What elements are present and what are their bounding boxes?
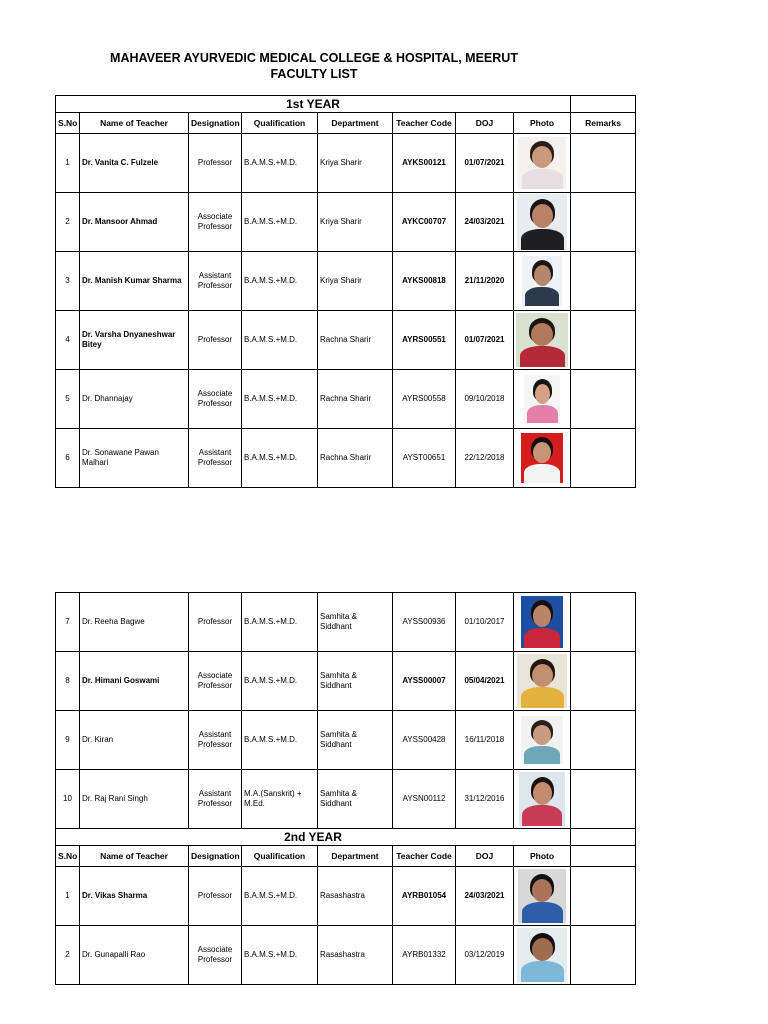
cell-name: Dr. Raj Rani Singh bbox=[80, 770, 189, 829]
col-photo: Photo bbox=[514, 846, 571, 867]
cell-qualification: B.A.M.S.+M.D. bbox=[242, 652, 318, 711]
header-row bbox=[56, 846, 636, 867]
table-row bbox=[56, 134, 636, 193]
cell-designation: Professor bbox=[189, 311, 242, 370]
col-name: Name of Teacher bbox=[80, 113, 189, 134]
cell-name: Dr. Kiran bbox=[80, 711, 189, 770]
cell-department: Rachna Sharir bbox=[318, 429, 393, 488]
cell-teacher-code: AYSS00007 bbox=[393, 652, 456, 711]
table-row bbox=[56, 311, 636, 370]
photo-body-shape bbox=[525, 287, 559, 306]
cell-remarks bbox=[571, 867, 636, 926]
teacher-photo bbox=[518, 137, 566, 189]
teacher-photo bbox=[517, 194, 567, 250]
photo-body-shape bbox=[521, 687, 564, 708]
cell-designation: Assistant Professor bbox=[189, 711, 242, 770]
photo-head-shape bbox=[532, 204, 553, 228]
cell-name: Dr. Sonawane Pawan Malhari bbox=[80, 429, 189, 488]
photo-head-shape bbox=[534, 265, 551, 286]
cell-sno: 2 bbox=[56, 193, 80, 252]
cell-qualification: B.A.M.S.+M.D. bbox=[242, 193, 318, 252]
cell-qualification: B.A.M.S.+M.D. bbox=[242, 867, 318, 926]
blank-cell bbox=[571, 829, 636, 846]
cell-name: Dr. Vanita C. Fulzele bbox=[80, 134, 189, 193]
cell-remarks bbox=[571, 770, 636, 829]
cell-qualification: B.A.M.S.+M.D. bbox=[242, 926, 318, 985]
cell-name: Dr. Gunapalli Rao bbox=[80, 926, 189, 985]
photo-head-shape bbox=[535, 384, 550, 404]
cell-teacher-code: AYST00651 bbox=[393, 429, 456, 488]
cell-sno: 7 bbox=[56, 593, 80, 652]
cell-photo bbox=[514, 193, 571, 252]
cell-teacher-code: AYKS00121 bbox=[393, 134, 456, 193]
teacher-photo bbox=[518, 869, 566, 923]
cell-sno: 9 bbox=[56, 711, 80, 770]
cell-sno: 2 bbox=[56, 926, 80, 985]
cell-sno: 1 bbox=[56, 134, 80, 193]
photo-head-shape bbox=[533, 782, 552, 805]
cell-remarks bbox=[571, 429, 636, 488]
cell-doj: 31/12/2016 bbox=[456, 770, 514, 829]
cell-department: Kriya Sharir bbox=[318, 134, 393, 193]
photo-head-shape bbox=[531, 323, 553, 346]
faculty-table-year1-continued bbox=[55, 592, 636, 985]
photo-head-shape bbox=[532, 938, 553, 961]
photo-body-shape bbox=[520, 346, 565, 367]
cell-remarks bbox=[571, 652, 636, 711]
cell-teacher-code: AYRB01054 bbox=[393, 867, 456, 926]
table-row bbox=[56, 652, 636, 711]
cell-name: Dr. Manish Kumar Sharma bbox=[80, 252, 189, 311]
table-row bbox=[56, 593, 636, 652]
cell-remarks bbox=[571, 711, 636, 770]
teacher-photo bbox=[521, 716, 563, 764]
photo-head-shape bbox=[533, 605, 551, 627]
blank-cell bbox=[571, 96, 636, 113]
teacher-photo bbox=[519, 772, 565, 826]
cell-qualification: B.A.M.S.+M.D. bbox=[242, 593, 318, 652]
cell-remarks bbox=[571, 193, 636, 252]
cell-photo bbox=[514, 311, 571, 370]
cell-teacher-code: AYKS00818 bbox=[393, 252, 456, 311]
cell-designation: Associate Professor bbox=[189, 370, 242, 429]
cell-name: Dr. Vikas Sharma bbox=[80, 867, 189, 926]
cell-doj: 22/12/2018 bbox=[456, 429, 514, 488]
table-row bbox=[56, 429, 636, 488]
cell-sno: 5 bbox=[56, 370, 80, 429]
cell-name: Dr. Reeha Bagwe bbox=[80, 593, 189, 652]
table-row bbox=[56, 370, 636, 429]
photo-body-shape bbox=[522, 902, 563, 923]
col-remarks: Remarks bbox=[571, 113, 636, 134]
table-row bbox=[56, 193, 636, 252]
cell-teacher-code: AYRS00551 bbox=[393, 311, 456, 370]
cell-qualification: B.A.M.S.+M.D. bbox=[242, 311, 318, 370]
table-row bbox=[56, 867, 636, 926]
cell-qualification: B.A.M.S.+M.D. bbox=[242, 711, 318, 770]
cell-sno: 8 bbox=[56, 652, 80, 711]
cell-photo bbox=[514, 867, 571, 926]
cell-designation: Professor bbox=[189, 593, 242, 652]
cell-remarks bbox=[571, 252, 636, 311]
cell-teacher-code: AYRS00558 bbox=[393, 370, 456, 429]
cell-qualification: B.A.M.S.+M.D. bbox=[242, 134, 318, 193]
col-teacher-code: Teacher Code bbox=[393, 113, 456, 134]
col-sno: S.No bbox=[56, 113, 80, 134]
cell-designation: Assistant Professor bbox=[189, 770, 242, 829]
year-label: 2nd YEAR bbox=[56, 829, 571, 846]
table-row bbox=[56, 252, 636, 311]
cell-designation: Professor bbox=[189, 867, 242, 926]
cell-remarks bbox=[571, 593, 636, 652]
college-title: MAHAVEER AYURVEDIC MEDICAL COLLEGE & HOSPITAL, MEERUT bbox=[110, 51, 518, 65]
cell-department: Samhita & Siddhant bbox=[318, 593, 393, 652]
col-doj: DOJ bbox=[456, 113, 514, 134]
cell-doj: 16/11/2018 bbox=[456, 711, 514, 770]
teacher-photo bbox=[524, 375, 560, 423]
cell-remarks bbox=[571, 926, 636, 985]
col-department: Department bbox=[318, 113, 393, 134]
photo-head-shape bbox=[533, 442, 551, 463]
header-row bbox=[56, 113, 636, 134]
cell-department: Rasashastra bbox=[318, 867, 393, 926]
cell-teacher-code: AYSN00112 bbox=[393, 770, 456, 829]
cell-qualification: B.A.M.S.+M.D. bbox=[242, 370, 318, 429]
photo-body-shape bbox=[524, 464, 560, 483]
cell-teacher-code: AYRB01332 bbox=[393, 926, 456, 985]
cell-photo bbox=[514, 652, 571, 711]
col-name: Name of Teacher bbox=[80, 846, 189, 867]
cell-sno: 6 bbox=[56, 429, 80, 488]
cell-remarks bbox=[571, 134, 636, 193]
table-row bbox=[56, 770, 636, 829]
cell-department: Samhita & Siddhant bbox=[318, 652, 393, 711]
col-qualification: Qualification bbox=[242, 113, 318, 134]
cell-doj: 24/03/2021 bbox=[456, 867, 514, 926]
cell-remarks bbox=[571, 370, 636, 429]
photo-head-shape bbox=[532, 879, 552, 902]
col-department: Department bbox=[318, 846, 393, 867]
photo-body-shape bbox=[524, 746, 560, 764]
cell-photo bbox=[514, 593, 571, 652]
cell-doj: 05/04/2021 bbox=[456, 652, 514, 711]
col-qualification: Qualification bbox=[242, 846, 318, 867]
cell-name: Dr. Varsha Dnyaneshwar Bitey bbox=[80, 311, 189, 370]
photo-body-shape bbox=[522, 169, 563, 189]
photo-body-shape bbox=[527, 405, 558, 423]
cell-designation: Associate Professor bbox=[189, 193, 242, 252]
cell-designation: Professor bbox=[189, 134, 242, 193]
cell-qualification: B.A.M.S.+M.D. bbox=[242, 429, 318, 488]
cell-teacher-code: AYKC00707 bbox=[393, 193, 456, 252]
cell-designation: Associate Professor bbox=[189, 926, 242, 985]
photo-body-shape bbox=[522, 805, 562, 826]
teacher-photo bbox=[517, 928, 567, 982]
cell-sno: 10 bbox=[56, 770, 80, 829]
faculty-list-title: FACULTY LIST bbox=[270, 67, 358, 81]
cell-department: Samhita & Siddhant bbox=[318, 770, 393, 829]
cell-department: Rasashastra bbox=[318, 926, 393, 985]
col-sno: S.No bbox=[56, 846, 80, 867]
cell-photo bbox=[514, 429, 571, 488]
photo-body-shape bbox=[521, 229, 564, 250]
cell-designation: Assistant Professor bbox=[189, 429, 242, 488]
cell-doj: 01/10/2017 bbox=[456, 593, 514, 652]
photo-head-shape bbox=[532, 664, 553, 687]
cell-department: Rachna Sharir bbox=[318, 311, 393, 370]
cell-qualification: M.A.(Sanskrit) + M.Ed. bbox=[242, 770, 318, 829]
photo-body-shape bbox=[521, 961, 564, 982]
cell-designation: Assistant Professor bbox=[189, 252, 242, 311]
cell-qualification: B.A.M.S.+M.D. bbox=[242, 252, 318, 311]
blank-cell bbox=[571, 846, 636, 867]
col-doj: DOJ bbox=[456, 846, 514, 867]
cell-department: Kriya Sharir bbox=[318, 193, 393, 252]
cell-photo bbox=[514, 134, 571, 193]
cell-doj: 21/11/2020 bbox=[456, 252, 514, 311]
cell-department: Kriya Sharir bbox=[318, 252, 393, 311]
faculty-table-year1 bbox=[55, 95, 636, 488]
cell-doj: 09/10/2018 bbox=[456, 370, 514, 429]
photo-head-shape bbox=[533, 725, 551, 745]
col-designation: Designation bbox=[189, 113, 242, 134]
table-row bbox=[56, 711, 636, 770]
cell-sno: 1 bbox=[56, 867, 80, 926]
cell-designation: Associate Professor bbox=[189, 652, 242, 711]
table-row bbox=[56, 926, 636, 985]
teacher-photo bbox=[517, 654, 567, 708]
cell-name: Dr. Himani Goswami bbox=[80, 652, 189, 711]
cell-department: Rachna Sharir bbox=[318, 370, 393, 429]
cell-doj: 01/07/2021 bbox=[456, 134, 514, 193]
teacher-photo bbox=[522, 256, 562, 306]
cell-doj: 24/03/2021 bbox=[456, 193, 514, 252]
col-teacher-code: Teacher Code bbox=[393, 846, 456, 867]
teacher-photo bbox=[521, 433, 563, 483]
cell-teacher-code: AYSS00936 bbox=[393, 593, 456, 652]
cell-photo bbox=[514, 770, 571, 829]
cell-photo bbox=[514, 370, 571, 429]
year-label: 1st YEAR bbox=[56, 96, 571, 113]
photo-head-shape bbox=[532, 146, 552, 168]
cell-photo bbox=[514, 252, 571, 311]
cell-department: Samhita & Siddhant bbox=[318, 711, 393, 770]
cell-doj: 01/07/2021 bbox=[456, 311, 514, 370]
cell-name: Dr. Dhannajay bbox=[80, 370, 189, 429]
cell-doj: 03/12/2019 bbox=[456, 926, 514, 985]
photo-body-shape bbox=[524, 628, 560, 648]
cell-remarks bbox=[571, 311, 636, 370]
cell-sno: 3 bbox=[56, 252, 80, 311]
cell-photo bbox=[514, 711, 571, 770]
cell-name: Dr. Mansoor Ahmad bbox=[80, 193, 189, 252]
col-photo: Photo bbox=[514, 113, 571, 134]
cell-sno: 4 bbox=[56, 311, 80, 370]
cell-photo bbox=[514, 926, 571, 985]
col-designation: Designation bbox=[189, 846, 242, 867]
teacher-photo bbox=[516, 313, 568, 367]
teacher-photo bbox=[521, 596, 563, 648]
cell-teacher-code: AYSS00428 bbox=[393, 711, 456, 770]
